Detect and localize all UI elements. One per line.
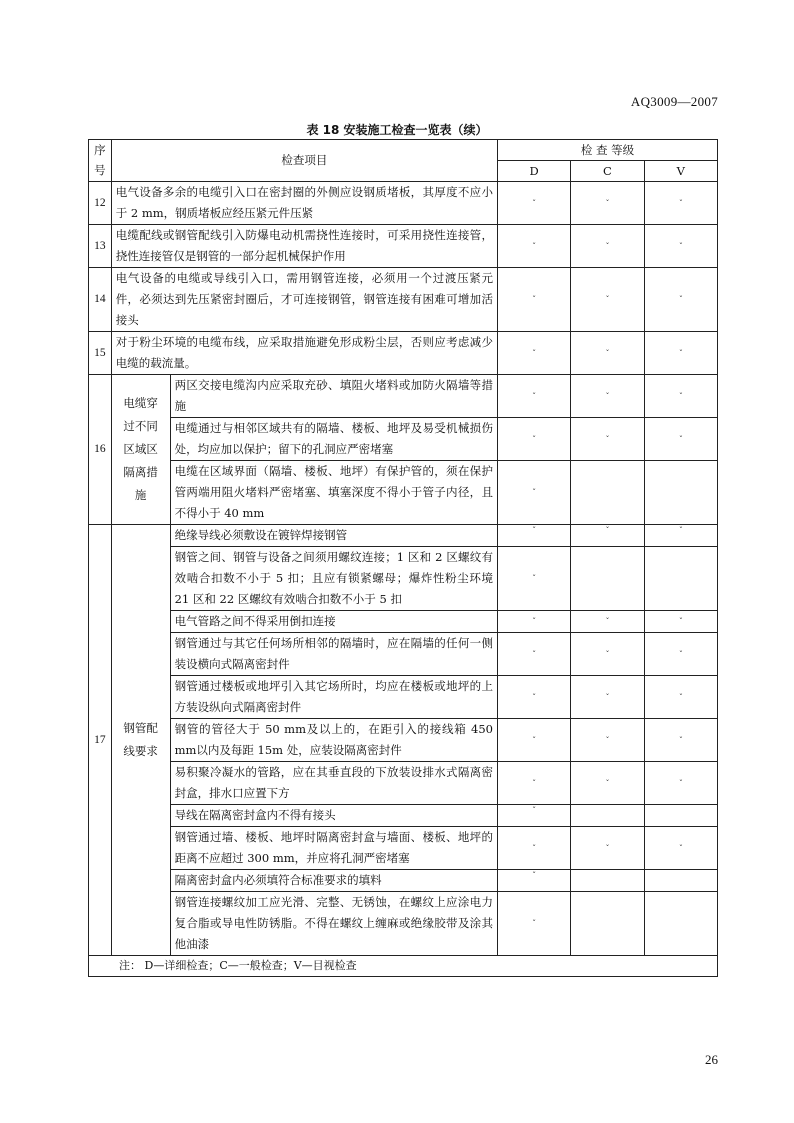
tick-c: ˇ (571, 611, 644, 633)
tick-v: ˇ (644, 827, 717, 870)
group-item-text: 钢管之间、钢管与设备之间须用螺纹连接；1 区和 2 区螺纹有效啮合扣数不小于 5 扣；且应有锁紧螺母；爆炸性粉尘环境 21 区和 22 区螺纹有效啮合扣数不小于 5 扣 (170, 547, 497, 611)
row-seq: 13 (89, 225, 112, 268)
table-row (89, 827, 718, 870)
tick-c: ˇ (571, 762, 644, 805)
row-seq: 12 (89, 182, 112, 225)
tick-d: ˇ (497, 805, 570, 827)
tick-v: ˇ (644, 182, 717, 225)
tick-c: ˇ (571, 676, 644, 719)
tick-d: ˇ (497, 762, 570, 805)
table-row (89, 461, 718, 525)
row-item-text: 电气设备的电缆或导线引入口，需用钢管连接，必须用一个过渡压紧元件，必须达到先压紧密封圈后，才可连接钢管，钢管连接有困难可增加活接头 (111, 268, 497, 332)
tick-v: ˇ (644, 225, 717, 268)
group-item-text: 绝缘导线必须敷设在镀锌焊接钢管 (170, 525, 497, 547)
table-row (89, 418, 718, 461)
group-item-text: 钢管连接螺纹加工应光滑、完整、无锈蚀，在螺纹上应涂电力复合脂或导电性防锈脂。不得在螺纹上缠麻或绝缘胶带及涂其他油漆 (170, 892, 497, 956)
header-grade-v: V (644, 161, 717, 182)
group-item-text: 两区交接电缆沟内应采取充砂、填阻火堵料或加防火隔墙等措施 (170, 375, 497, 418)
tick-c: ˇ (571, 418, 644, 461)
tick-v-empty (644, 870, 717, 892)
group-17-seq: 17 (89, 525, 112, 956)
table-row (89, 332, 718, 375)
tick-d: ˇ (497, 892, 570, 956)
note-row (89, 956, 718, 977)
group-item-text: 钢管通过墙、楼板、地坪时隔离密封盒与墙面、楼板、地坪的距离不应超过 300 mm，并应将孔洞严密堵塞 (170, 827, 497, 870)
table-row (89, 547, 718, 611)
tick-d: ˇ (497, 719, 570, 762)
tick-v: ˇ (644, 525, 717, 547)
tick-v: ˇ (644, 332, 717, 375)
tick-c: ˇ (571, 332, 644, 375)
tick-d: ˇ (497, 676, 570, 719)
header-grade-group: 检 查 等级 (497, 140, 717, 161)
tick-c: ˇ (571, 375, 644, 418)
row-seq: 15 (89, 332, 112, 375)
table-row (89, 719, 718, 762)
group-item-text: 钢管通过与其它任何场所相邻的隔墙时，应在隔墙的任何一侧装设横向式隔离密封件 (170, 633, 497, 676)
tick-c-empty (571, 547, 644, 611)
table-row (89, 633, 718, 676)
tick-c-empty (571, 892, 644, 956)
tick-v: ˇ (644, 633, 717, 676)
tick-c: ˇ (571, 525, 644, 547)
tick-v-empty (644, 805, 717, 827)
table-row (89, 182, 718, 225)
group-item-text: 钢管通过楼板或地坪引入其它场所时，均应在楼板或地坪的上方装设纵向式隔离密封件 (170, 676, 497, 719)
tick-c: ˇ (571, 633, 644, 676)
row-item-text: 电缆配线或钢管配线引入防爆电动机需挠性连接时，可采用挠性连接管，挠性连接管仅是钢管的一部分起机械保护作用 (111, 225, 497, 268)
table-row (89, 525, 718, 547)
header-row-1 (89, 140, 718, 161)
tick-d: ˇ (497, 268, 570, 332)
row-item-text: 电气设备多余的电缆引入口在密封圈的外侧应设钢质堵板，其厚度不应小于 2 mm，钢质堵板应经压紧元件压紧 (111, 182, 497, 225)
tick-d: ˇ (497, 547, 570, 611)
table-row (89, 805, 718, 827)
group-item-text: 电缆在区域界面（隔墙、楼板、地坪）有保护管的，须在保护管两端用阻火堵料严密堵塞、填塞深度不得小于管子内径，且不得小于 40 mm (170, 461, 497, 525)
table-row (89, 870, 718, 892)
group-item-text: 导线在隔离密封盒内不得有接头 (170, 805, 497, 827)
tick-d: ˇ (497, 611, 570, 633)
row-item-text: 对于粉尘环境的电缆布线，应采取措施避免形成粉尘层，否则应考虑减少电缆的载流量。 (111, 332, 497, 375)
header-seq: 序号 (89, 140, 112, 182)
tick-v: ˇ (644, 611, 717, 633)
tick-c-empty (571, 870, 644, 892)
group-item-text: 电缆通过与相邻区域共有的隔墙、楼板、地坪及易受机械损伤处，均应加以保护；留下的孔洞应严密堵塞 (170, 418, 497, 461)
table-note: 注： D—详细检查；C—一般检查；V—目视检查 (89, 956, 718, 977)
tick-v: ˇ (644, 268, 717, 332)
standard-code: AQ3009—2007 (630, 94, 718, 109)
table-row (89, 611, 718, 633)
group-item-text: 钢管的管径大于 50 mm及以上的，在距引入的接线箱 450 mm以内及每距 15m 处，应装设隔离密封件 (170, 719, 497, 762)
header-grade-c: C (571, 161, 644, 182)
group-17-category: 钢管配线要求 (111, 525, 170, 956)
tick-c-empty (571, 805, 644, 827)
page-number: 26 (705, 1052, 718, 1067)
tick-c: ˇ (571, 827, 644, 870)
tick-d: ˇ (497, 332, 570, 375)
table-title: 表 18 安装施工检查一览表（续） (306, 123, 488, 137)
tick-v-empty (644, 547, 717, 611)
tick-c: ˇ (571, 182, 644, 225)
header-grade-d: D (497, 161, 570, 182)
tick-d: ˇ (497, 827, 570, 870)
row-seq: 14 (89, 268, 112, 332)
table-row (89, 892, 718, 956)
tick-c: ˇ (571, 268, 644, 332)
table-row (89, 375, 718, 418)
tick-d: ˇ (497, 225, 570, 268)
group-16-category: 电缆穿过不同区域区隔离措施 (111, 375, 170, 525)
tick-c-empty (571, 461, 644, 525)
table-row (89, 225, 718, 268)
table-row (89, 268, 718, 332)
tick-d: ˇ (497, 461, 570, 525)
tick-d: ˇ (497, 870, 570, 892)
tick-v: ˇ (644, 676, 717, 719)
tick-v: ˇ (644, 375, 717, 418)
group-item-text: 电气管路之间不得采用倒扣连接 (170, 611, 497, 633)
tick-c: ˇ (571, 225, 644, 268)
group-item-text: 隔离密封盒内必须填符合标准要求的填料 (170, 870, 497, 892)
header-item: 检查项目 (111, 140, 497, 182)
tick-d: ˇ (497, 418, 570, 461)
tick-v-empty (644, 461, 717, 525)
tick-c: ˇ (571, 719, 644, 762)
inspection-table (88, 139, 718, 977)
table-row (89, 762, 718, 805)
tick-v-empty (644, 892, 717, 956)
tick-v: ˇ (644, 418, 717, 461)
tick-v: ˇ (644, 762, 717, 805)
tick-d: ˇ (497, 525, 570, 547)
tick-d: ˇ (497, 182, 570, 225)
tick-d: ˇ (497, 375, 570, 418)
table-row (89, 676, 718, 719)
tick-d: ˇ (497, 633, 570, 676)
group-16-seq: 16 (89, 375, 112, 525)
tick-v: ˇ (644, 719, 717, 762)
group-item-text: 易积聚冷凝水的管路，应在其垂直段的下放装设排水式隔离密封盒，排水口应置下方 (170, 762, 497, 805)
